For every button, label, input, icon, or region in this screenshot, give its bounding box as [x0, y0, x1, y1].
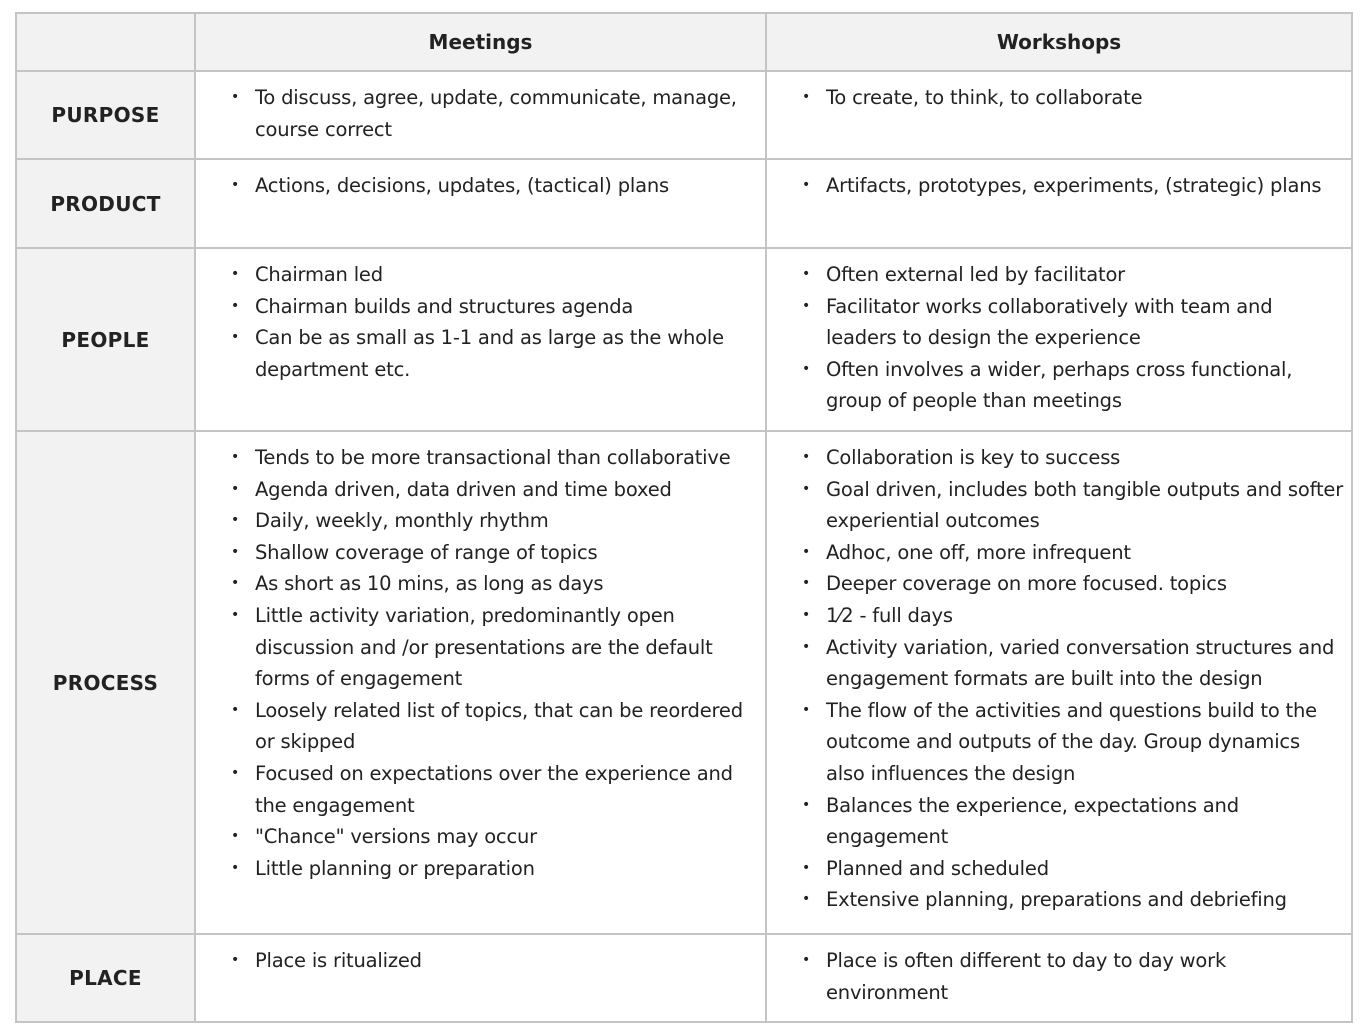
meetings-bullet-list: [196, 432, 765, 884]
bullet-item: • As short as 10 mins, as long as days: [255, 568, 757, 600]
column-header-meetings: Meetings: [195, 13, 766, 71]
workshops-bullet-list: [767, 72, 1351, 114]
comparison-table: [15, 12, 1353, 1023]
bullet-item: • Extensive planning, preparations and debriefing: [826, 884, 1343, 916]
workshops-cell: [766, 431, 1352, 934]
meetings-bullet-list: [196, 249, 765, 385]
bullet-item: • Collaboration is key to success: [826, 442, 1343, 474]
workshops-cell: [766, 71, 1352, 159]
bullet-item: • To create, to think, to collaborate: [826, 82, 1343, 114]
meetings-bullet-list: [196, 935, 765, 977]
meetings-cell: [195, 71, 766, 159]
bullet-item: • Loosely related list of topics, that can be reordered or skipped: [255, 695, 757, 758]
table-row-place: [16, 934, 1352, 1022]
header-row: [16, 13, 1352, 71]
bullet-item: • Facilitator works collaboratively with team and leaders to design the experience: [826, 291, 1343, 354]
workshops-bullet-list: [767, 432, 1351, 916]
bullet-item: • Focused on expectations over the experience and the engagement: [255, 758, 757, 821]
row-label: PEOPLE: [16, 248, 195, 431]
bullet-item: • The flow of the activities and questions build to the outcome and outputs of the day. Group dynamics also influences the design: [826, 695, 1343, 790]
workshops-bullet-list: [767, 249, 1351, 417]
row-label: PRODUCT: [16, 159, 195, 248]
table-row-product: [16, 159, 1352, 248]
table-row-people: [16, 248, 1352, 431]
bullet-item: • Actions, decisions, updates, (tactical) plans: [255, 170, 757, 202]
workshops-cell: [766, 934, 1352, 1022]
row-label: PURPOSE: [16, 71, 195, 159]
workshops-cell: [766, 159, 1352, 248]
bullet-item: • Place is often different to day to day work environment: [826, 945, 1343, 1008]
bullet-item: • To discuss, agree, update, communicate, manage, course correct: [255, 82, 757, 145]
bullet-item: • Chairman led: [255, 259, 757, 291]
meetings-cell: [195, 159, 766, 248]
table-row-purpose: [16, 71, 1352, 159]
bullet-item: • 1⁄2 - full days: [826, 600, 1343, 632]
meetings-bullet-list: [196, 160, 765, 202]
bullet-item: • Little activity variation, predominantly open discussion and /or presentations are the default forms of engagement: [255, 600, 757, 695]
workshops-cell: [766, 248, 1352, 431]
workshops-bullet-list: [767, 935, 1351, 1008]
row-label: PLACE: [16, 934, 195, 1022]
table-row-process: [16, 431, 1352, 934]
bullet-item: • Chairman builds and structures agenda: [255, 291, 757, 323]
corner-cell: [16, 13, 195, 71]
bullet-item: • Artifacts, prototypes, experiments, (strategic) plans: [826, 170, 1343, 202]
bullet-item: • Planned and scheduled: [826, 853, 1343, 885]
bullet-item: • Goal driven, includes both tangible outputs and softer experiential outcomes: [826, 474, 1343, 537]
bullet-item: • Agenda driven, data driven and time boxed: [255, 474, 757, 506]
workshops-bullet-list: [767, 160, 1351, 202]
bullet-item: • Activity variation, varied conversation structures and engagement formats are built into the design: [826, 632, 1343, 695]
bullet-item: • Often external led by facilitator: [826, 259, 1343, 291]
bullet-item: • Deeper coverage on more focused. topics: [826, 568, 1343, 600]
meetings-cell: [195, 934, 766, 1022]
bullet-item: • "Chance" versions may occur: [255, 821, 757, 853]
meetings-cell: [195, 431, 766, 934]
row-label: PROCESS: [16, 431, 195, 934]
meetings-bullet-list: [196, 72, 765, 145]
bullet-item: • Adhoc, one off, more infrequent: [826, 537, 1343, 569]
meetings-cell: [195, 248, 766, 431]
column-header-workshops: Workshops: [766, 13, 1352, 71]
bullet-item: • Shallow coverage of range of topics: [255, 537, 757, 569]
bullet-item: • Can be as small as 1-1 and as large as the whole department etc.: [255, 322, 757, 385]
bullet-item: • Often involves a wider, perhaps cross functional, group of people than meetings: [826, 354, 1343, 417]
bullet-item: • Daily, weekly, monthly rhythm: [255, 505, 757, 537]
bullet-item: • Little planning or preparation: [255, 853, 757, 885]
bullet-item: • Tends to be more transactional than collaborative: [255, 442, 757, 474]
bullet-item: • Balances the experience, expectations and engagement: [826, 790, 1343, 853]
bullet-item: • Place is ritualized: [255, 945, 757, 977]
